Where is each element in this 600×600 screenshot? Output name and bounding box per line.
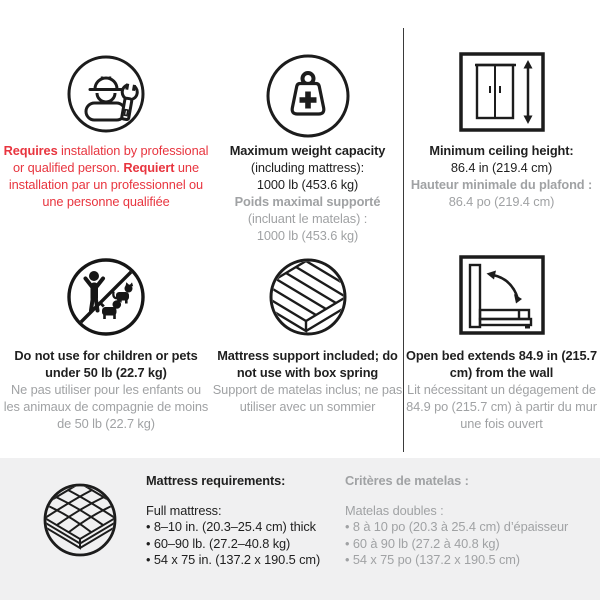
children-pets-en: Do not use for children or pets under 50 lb (22.7 kg): [14, 348, 198, 380]
mattress-requirement-en-item: • 54 x 75 in. (137.2 x 190.5 cm): [146, 552, 341, 569]
installation-text: [4, 142, 209, 210]
spec-row-1: [0, 40, 600, 244]
mattress-requirement-fr-item: • 54 x 75 po (137.2 x 190.5 cm): [345, 552, 597, 569]
weight-fr-line2: (incluant le matelas) :: [247, 211, 368, 226]
open-bed-fr: Lit nécessitant un dégagement de 84.9 po (215.7 cm) à partir du mur une fois ouvert: [406, 382, 597, 431]
cell-mattress-support: [212, 248, 403, 432]
mattress-requirement-fr-item: • 8 à 10 po (20.3 à 25.4 cm) d’épaisseur: [345, 519, 597, 536]
children-pets-fr: Ne pas utiliser pour les enfants ou les animaux de compagnie de moins de 50 lb (22.7 kg): [3, 382, 209, 431]
installation-en-bold: Requires: [3, 143, 58, 158]
ceiling-text: [411, 142, 592, 210]
spec-row-2: [0, 248, 600, 432]
mattress-requirement-en-item: • 60–90 lb. (27.2–40.8 kg): [146, 536, 341, 553]
installation-en-rest: installation by professional or qualified person.: [13, 143, 209, 175]
weight-en-line2: (including mattress):: [250, 160, 365, 175]
installation-fr-bold: Requiert: [123, 160, 175, 175]
ceiling-height-icon: [459, 40, 545, 142]
weight-en-title: Maximum weight capacity: [229, 143, 386, 158]
mattress-support-en: Mattress support included; do not use with box spring: [217, 348, 398, 380]
mattress-requirement-en-item: • 8–10 in. (20.3–25.4 cm) thick: [146, 519, 341, 536]
ceiling-en-title: Minimum ceiling height:: [429, 143, 574, 158]
installer-icon: [64, 40, 148, 142]
cell-weight-capacity: [212, 40, 403, 244]
weight-fr-title: Poids maximal supporté: [234, 194, 381, 209]
mattress-support-icon: [266, 248, 350, 347]
open-bed-icon: [459, 248, 545, 347]
mattress-support-fr: Support de matelas inclus; ne pas utiliser avec un sommier: [212, 382, 403, 414]
cell-open-bed: [403, 248, 600, 432]
mattress-requirements-fr-title: Critères de matelas :: [345, 473, 469, 488]
mattress-requirements-fr: [345, 473, 597, 569]
weight-icon: [264, 40, 352, 142]
open-bed-en: Open bed extends 84.9 in (215.7 cm) from the wall: [405, 348, 598, 380]
weight-en-line3: 1000 lb (453.6 kg): [256, 177, 359, 192]
weight-fr-line3: 1000 lb (453.6 kg): [256, 228, 359, 243]
cell-ceiling-height: [403, 40, 600, 244]
quilted-mattress-icon: [41, 481, 119, 559]
ceiling-en-line2: 86.4 in (219.4 cm): [450, 160, 553, 175]
cell-installation: [0, 40, 212, 244]
mattress-requirements-en-subtitle: Full mattress:: [146, 502, 222, 518]
cell-children-pets: [0, 248, 212, 432]
mattress-requirements-en: [146, 473, 341, 569]
ceiling-fr-line2: 86.4 po (219.4 cm): [448, 194, 555, 209]
ceiling-fr-title: Hauteur minimale du plafond :: [410, 177, 593, 192]
mattress-requirements-fr-subtitle: Matelas doubles :: [345, 502, 444, 518]
weight-text: [230, 142, 386, 244]
no-children-pets-icon: [64, 248, 148, 347]
mattress-requirements-en-title: Mattress requirements:: [146, 473, 286, 488]
installation-fr-rest: une installation par un professionnel ou une personne qualifiée: [8, 160, 204, 209]
mattress-requirement-fr-item: • 60 à 90 lb (27.2 à 40.8 kg): [345, 536, 597, 553]
